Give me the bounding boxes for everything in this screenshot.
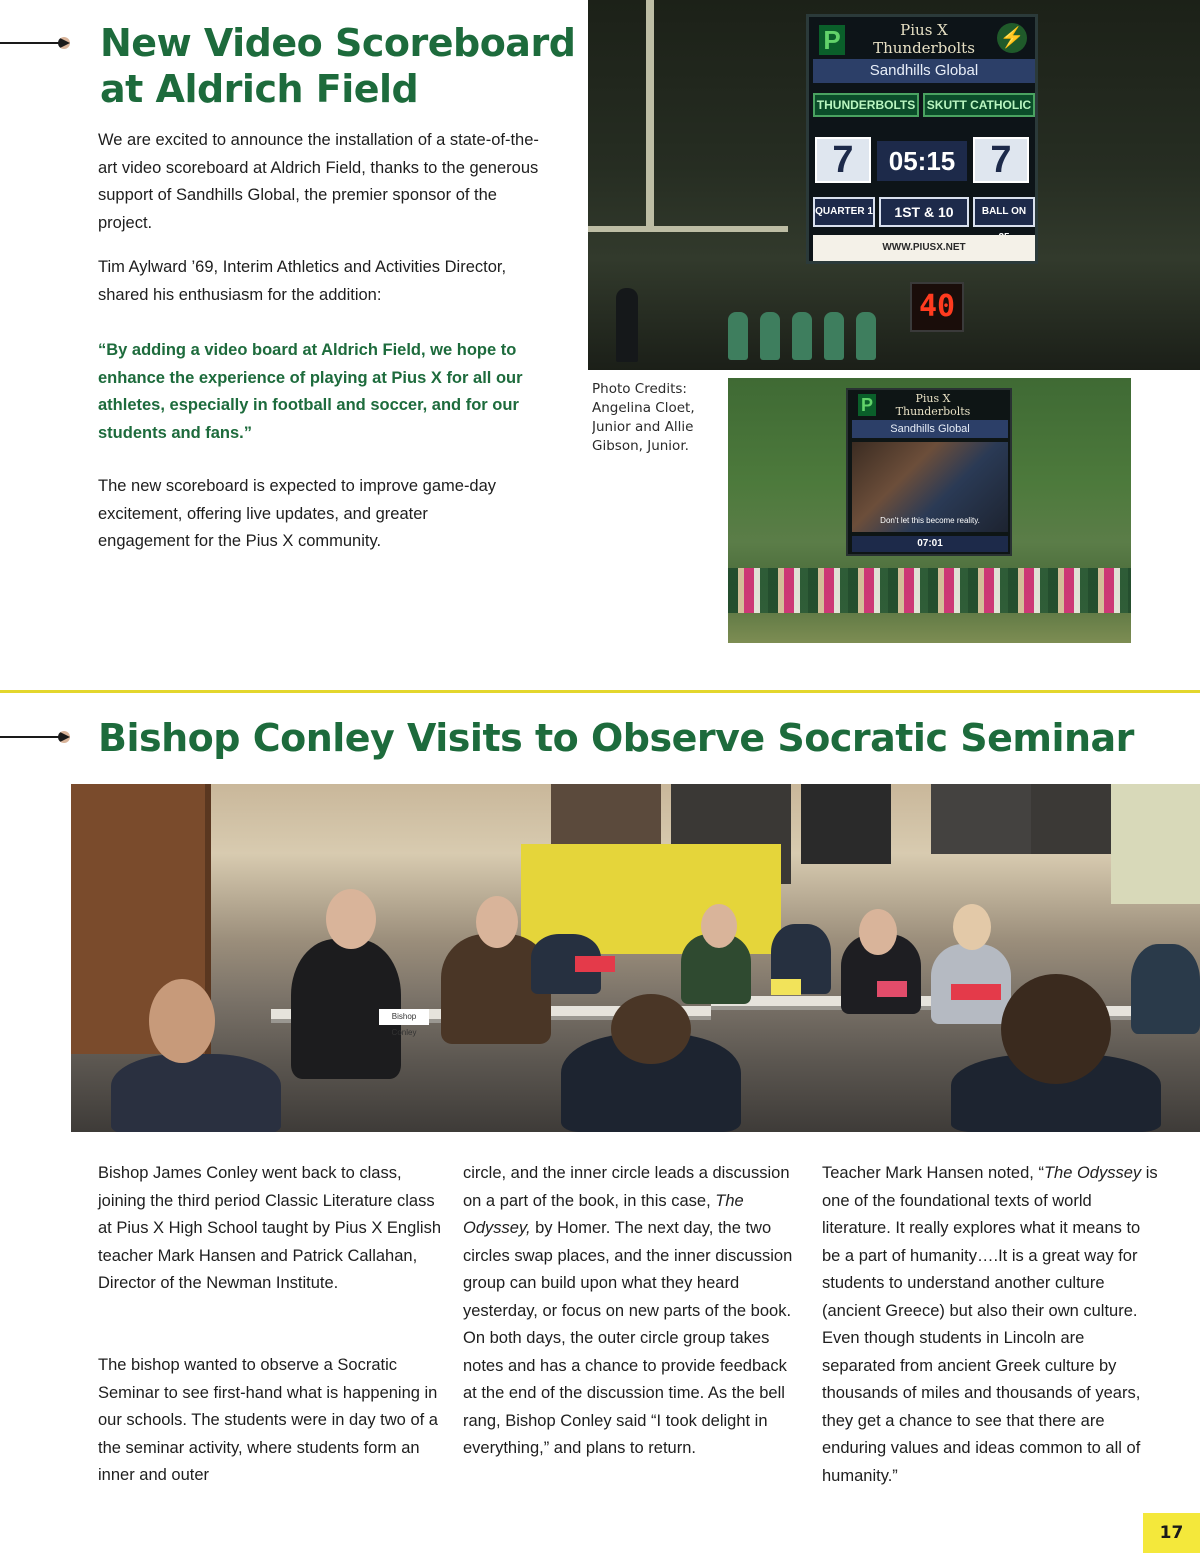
scoreboard-closing-paragraph: The new scoreboard is expected to improve game-day excitement, offering live updates, and greater engagement for the Pius X community. [98, 477, 497, 550]
arrow-right-icon [0, 36, 72, 50]
website-banner: WWW.PIUSX.NET [813, 235, 1035, 261]
bishop-col1-para1: Bishop James Conley went back to class, joining the third period Classic Literature class at Pius X High School taught by Pius X English teacher Mark Hansen and Patrick Callahan, Director of the Newman Institute. [98, 1164, 442, 1292]
ball-on-indicator: BALL ON [973, 197, 1035, 227]
game-clock: 07:01 [852, 536, 1008, 552]
director-quote: “By adding a video board at Aldrich Field, we hope to enhance the experience of playing at Pius X for all our athletes, especially in football and soccer, and for our students and fans.” [98, 341, 523, 442]
down-indicator: 1ST & 10 [879, 197, 969, 227]
away-score: 7 [973, 137, 1029, 183]
page-number: 17 [1143, 1513, 1200, 1553]
scoreboard-school-name: Pius X Thunderbolts [895, 392, 971, 418]
cheerleaders-crowd [728, 568, 1131, 613]
home-score: 7 [815, 137, 871, 183]
col3-text-a: Teacher Mark Hansen noted, “ [822, 1164, 1044, 1182]
video-screen [852, 442, 1008, 532]
col2-text-b: by Homer. The next day, the two circles swap places, and the inner discussion group can build upon what they heard yesterday, or focus on new parts of the book. On both days, the outer circle group takes notes and has a chance to provide feedback at the end of the discussion time. As the bell rang, Bishop Conley said “I took delight in everything,” and plans to return. [463, 1219, 793, 1457]
play-clock: 40 [910, 282, 964, 332]
photo-credits: Photo Credits: Angelina Cloet, Junior and Allie Gibson, Junior. [592, 381, 695, 454]
bishop-col1-para2: The bishop wanted to observe a Socratic Seminar to see first-hand what is happening in our schools. The students were in day two of a the seminar activity, where students form an inner and outer [98, 1356, 438, 1484]
video-caption: Don't let this become reality. [880, 516, 980, 525]
video-scoreboard-day [846, 388, 1012, 556]
away-team-label: SKUTT CATHOLIC [923, 93, 1035, 117]
classroom-seminar-photo [71, 784, 1200, 1132]
pius-x-logo: P [819, 25, 845, 55]
sponsor-banner: Sandhills Global [852, 420, 1008, 438]
col2-book-title: The Odyssey, [463, 1191, 744, 1237]
scoreboard-intro-paragraph: We are excited to announce the installation of a state-of-the-art video scoreboard at Aldrich Field, thanks to the generous support of Sandhills Global, the premier sponsor of the project. [98, 131, 539, 232]
article-title-scoreboard: New Video Scoreboard at Aldrich Field [100, 21, 576, 111]
section-divider [0, 690, 1200, 693]
scoreboard-day-photo [728, 378, 1131, 643]
namecard-bishop: Bishop Conley [379, 1009, 429, 1025]
student-left [111, 1054, 281, 1132]
bishop-col2-paragraph [463, 1160, 798, 1463]
col2-text-a: circle, and the inner circle leads a discussion on a part of the book, in this case, [463, 1164, 790, 1210]
quarter-indicator: QUARTER 1 [813, 197, 875, 227]
pius-x-logo: P [858, 394, 876, 416]
video-scoreboard [806, 14, 1038, 264]
game-clock: 05:15 [877, 141, 967, 181]
col3-text-b: is one of the foundational texts of world literature. It really explores what it means to be a part of humanity….It is a great way for students to understand another culture (ancient Greece) but also their own culture. Even though students in Lincoln are separated from ancient Greek culture by thousands of miles and thousands of years, they get a chance to see that there are enduring values and ideas common to all of humanity.” [822, 1164, 1158, 1485]
bishop-col3-paragraph [822, 1160, 1162, 1490]
lightning-bolt-icon: ⚡ [997, 23, 1027, 53]
col3-book-title: The Odyssey [1043, 1164, 1142, 1182]
person-silhouette [616, 288, 638, 362]
home-team-label: THUNDERBOLTS [813, 93, 919, 117]
arrow-right-icon [0, 730, 72, 744]
scoreboard-director-paragraph: Tim Aylward ’69, Interim Athletics and Activities Director, shared his enthusiasm for the addition: [98, 258, 507, 304]
article-title-bishop: Bishop Conley Visits to Observe Socratic Seminar [98, 716, 1134, 760]
sponsor-banner: Sandhills Global [813, 59, 1035, 83]
scoreboard-school-name: Pius X Thunderbolts [873, 21, 975, 57]
scoreboard-night-photo [588, 0, 1200, 370]
